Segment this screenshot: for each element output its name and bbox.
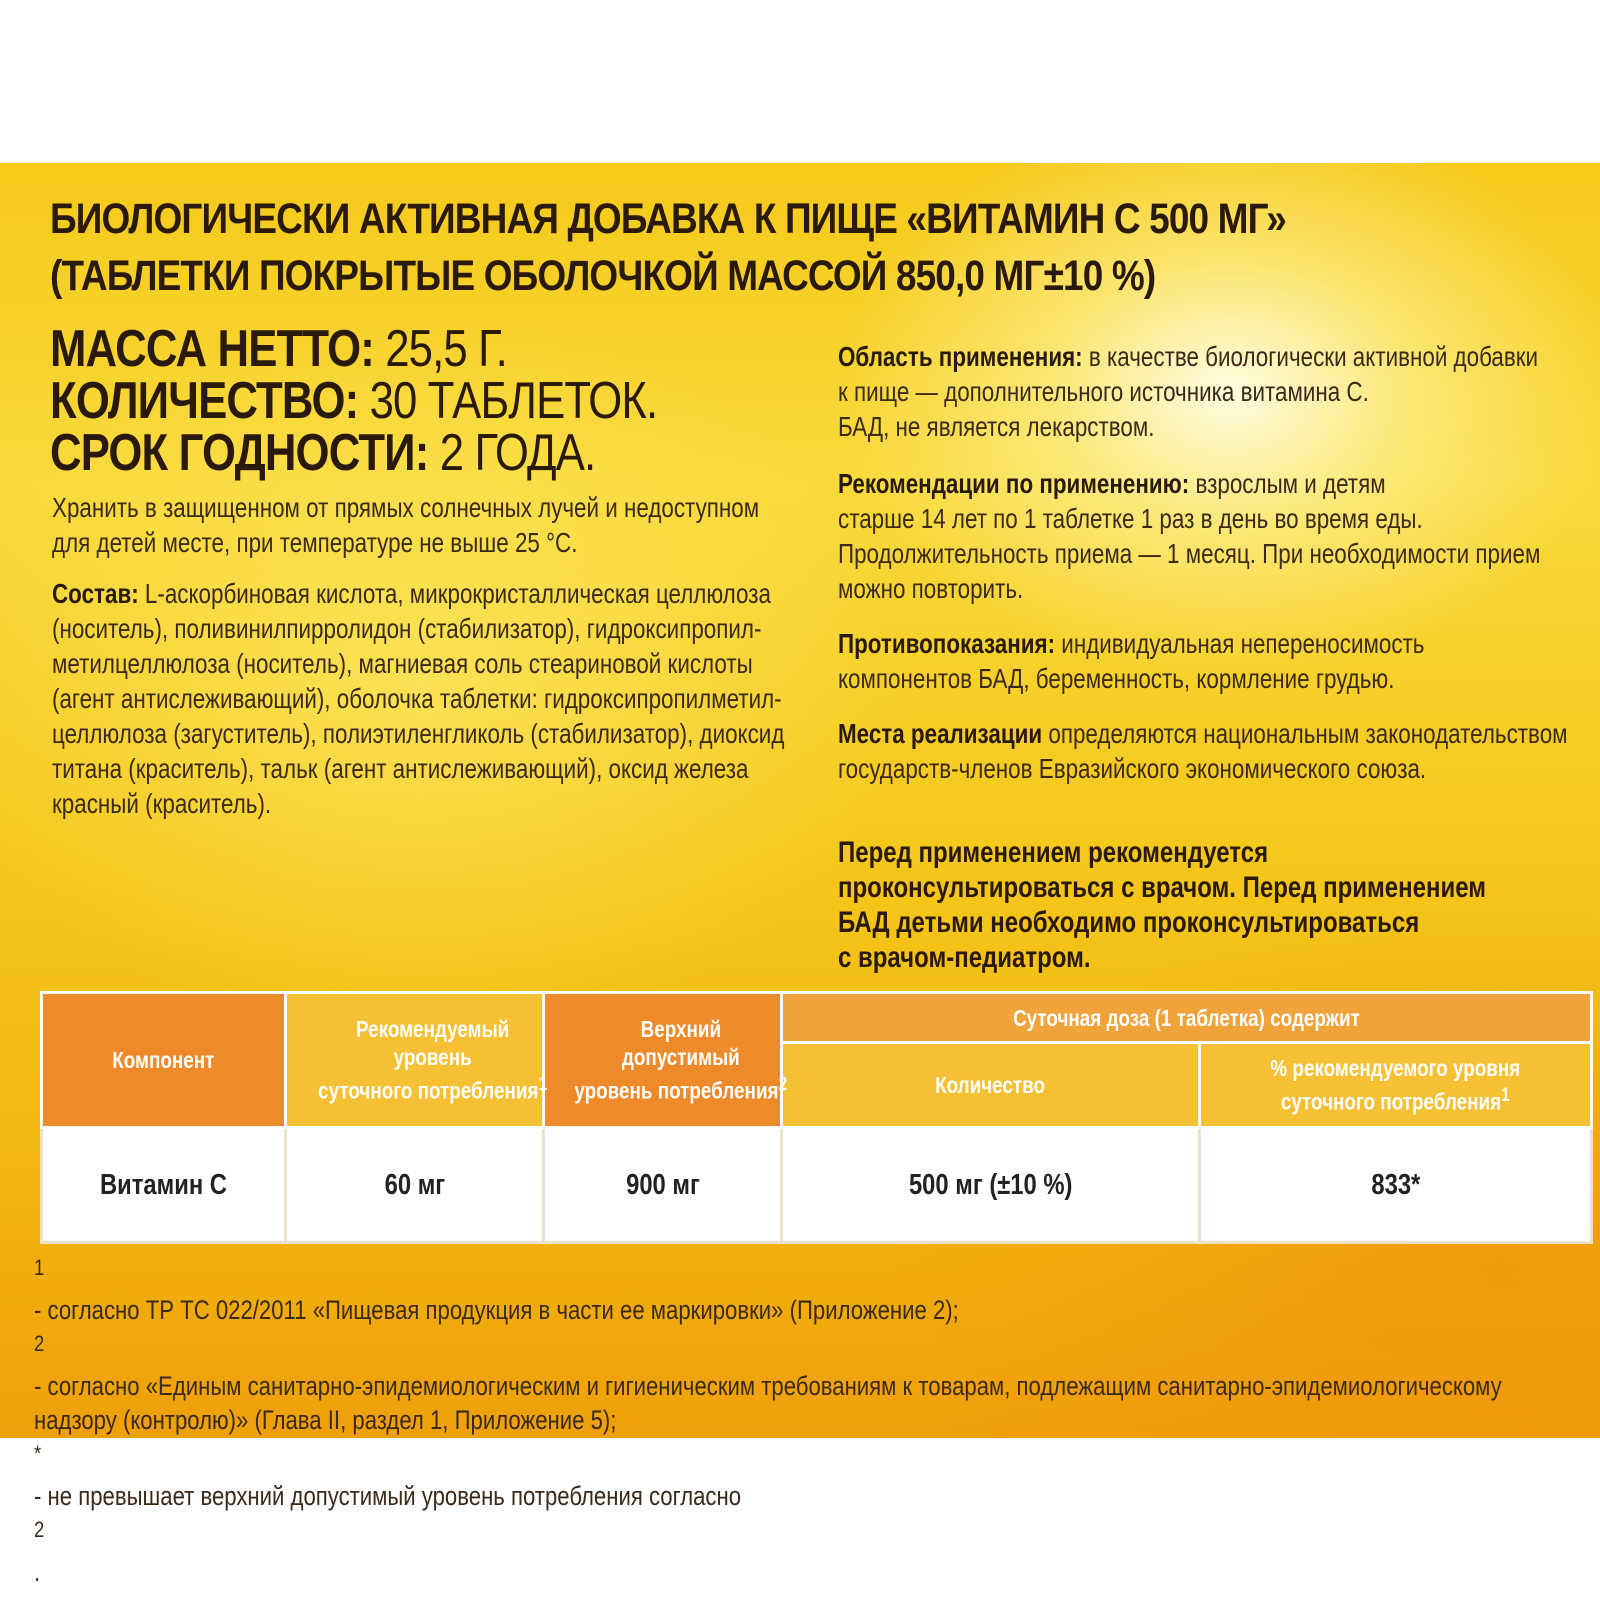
recommendations-label: Рекомендации по применению: bbox=[838, 468, 1190, 499]
recommendations: Рекомендации по применению: взрослым и детям старше 14 лет по 1 таблетке 1 раз в день во время еды. Продолжительность приема — 1 месяц. При необходимости прием можно повторить. bbox=[838, 468, 1541, 604]
nutrition-table bbox=[40, 991, 1593, 1244]
cell-upper-limit: 900 мг bbox=[544, 1128, 782, 1243]
net-mass: МАССА НЕТТО: 25,5 Г. bbox=[50, 320, 507, 378]
shelf-life: СРОК ГОДНОСТИ: 2 ГОДА. bbox=[50, 424, 596, 482]
table-row bbox=[42, 1128, 1592, 1243]
cell-percent: 833* bbox=[1200, 1128, 1592, 1243]
storage-conditions: Хранить в защищенном от прямых солнечных лучей и недоступном для детей месте, при температуре не выше 25 °С. bbox=[52, 492, 760, 558]
composition: Состав: L-аскорбиновая кислота, микрокристаллическая целлюлоза (носитель), поливинилпирролидон (стабилизатор), гидроксипропил- метилцеллюлоза (носитель), магниевая соль стеариновой кислоты (агент антислеживающий), оболочка таблетки: гидроксипропилметил- целлюлоза (загуститель), полиэтиленгликоль (стабилизатор), диоксид титана (краситель), тальк (агент антислеживающий), оксид железа красный (краситель). bbox=[52, 578, 785, 819]
sales-label: Места реализации bbox=[838, 718, 1043, 749]
doctor-warning: Перед применением рекомендуется проконсультироваться с врачом. Перед применением БАД детьми необходимо проконсультироваться с врачом-педиатром. bbox=[838, 836, 1487, 974]
header-percent: % рекомендуемого уровня суточного потребления$^1$ bbox=[1200, 1043, 1592, 1128]
quantity: КОЛИЧЕСТВО: 30 ТАБЛЕТОК. bbox=[50, 372, 658, 430]
usage-area: Область применения: в качестве биологически активной добавки к пище — дополнительного источника витамина С. БАД, не является лекарством. bbox=[838, 341, 1539, 442]
footnotes bbox=[34, 1251, 1502, 1589]
product-title bbox=[50, 191, 1286, 305]
composition-label: Состав: bbox=[52, 578, 139, 609]
header-upper-limit: Верхний допустимый уровень потребления$^2$ bbox=[544, 993, 782, 1128]
header-component: Компонент bbox=[42, 993, 286, 1128]
cell-recommended: 60 мг bbox=[286, 1128, 544, 1243]
label-panel bbox=[0, 163, 1600, 1587]
title-line-1: БИОЛОГИЧЕСКИ АКТИВНАЯ ДОБАВКА К ПИЩЕ «ВИТАМИН С 500 МГ» bbox=[50, 195, 1287, 243]
footnote-1: $^1$ - согласно ТР ТС 022/2011 «Пищевая продукция в части ее маркировки» (Приложение 2); bbox=[34, 1255, 959, 1325]
header-daily-dose: Суточная доза (1 таблетка) содержит bbox=[782, 993, 1592, 1043]
footnote-2-cont: надзору (контролю)» (Глава II, раздел 1, Приложение 5); bbox=[34, 1405, 617, 1435]
title-line-2: (ТАБЛЕТКИ ПОКРЫТЫЕ ОБОЛОЧКОЙ МАССОЙ 850,0 МГ±10 %) bbox=[50, 252, 1156, 300]
cell-amount: 500 мг (±10 %) bbox=[782, 1128, 1200, 1243]
header-recommended: Рекомендуемый уровень суточного потребления$^1$ bbox=[286, 993, 544, 1128]
cell-component: Витамин С bbox=[42, 1128, 286, 1243]
footnote-3: * - не превышает верхний допустимый уровень потребления согласно $^2$ . bbox=[34, 1441, 742, 1587]
sales-places: Места реализации определяются национальным законодательством государств-членов Евразийского экономического союза. bbox=[838, 718, 1568, 784]
contraindications-label: Противопоказания: bbox=[838, 628, 1056, 659]
header-amount: Количество bbox=[782, 1043, 1200, 1128]
footnote-2: $^2$ - согласно «Единым санитарно-эпидемиологическим и гигиеническим требованиям к товарам, подлежащим санитарно-эпидемиологическому bbox=[34, 1331, 1502, 1401]
contraindications: Противопоказания: индивидуальная непереносимость компонентов БАД, беременность, кормление грудью. bbox=[838, 628, 1425, 694]
usage-area-label: Область применения: bbox=[838, 341, 1083, 372]
